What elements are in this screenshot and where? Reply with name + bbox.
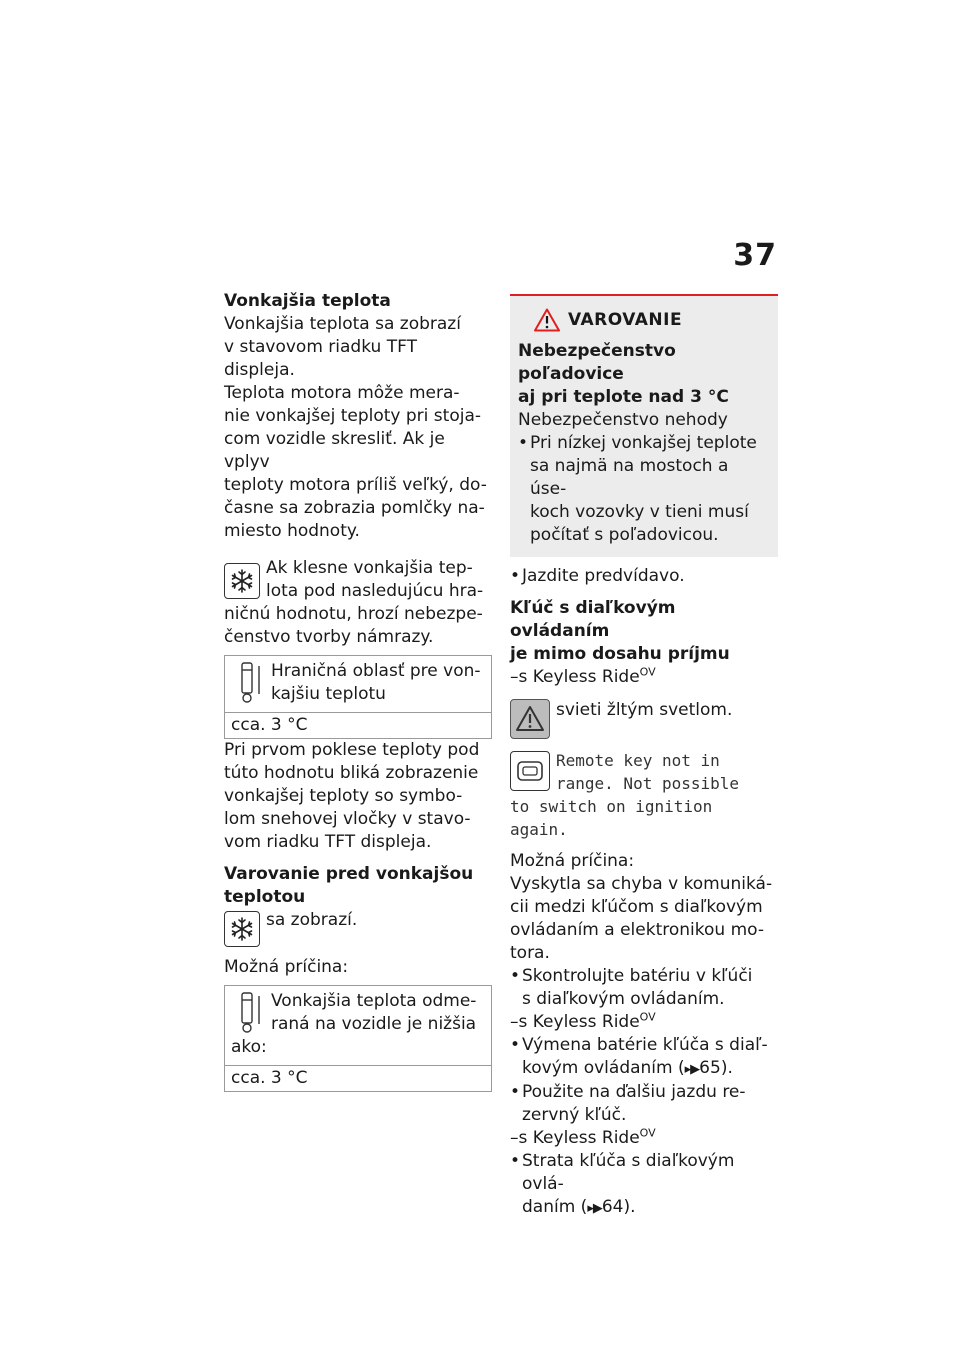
page-number: 37 [733, 238, 777, 273]
remote-key-icon [510, 751, 550, 791]
thermometer-icon [231, 990, 265, 1034]
warning-text: Nebezpečenstvo nehody [518, 410, 728, 430]
right-column [510, 294, 778, 1220]
paragraph-displayed: sa zobrazí. [224, 909, 492, 947]
page-reference-arrow-icon: ▸▶ [587, 1201, 602, 1216]
page-reference-arrow-icon: ▸▶ [684, 1062, 700, 1077]
list-item: • Jazdite predvídavo. [510, 565, 778, 588]
warning-title: VAROVANIE [568, 310, 683, 330]
cause-text: Vyskytla sa chyba v komuniká- cii medzi kľúčom s diaľkovým ovládaním a elektronikou mo- tora. [510, 874, 773, 963]
keyless-ride-note: –s Keyless Ride$^{OV}$ [510, 1126, 656, 1148]
paragraph-first-drop: Pri prvom poklese teploty pod túto hodnotu bliká zobrazenie vonkajšej teploty so symbo- lom snehovej vločky v stavo- vom riadku TFT displeja. [224, 740, 480, 852]
possible-cause-label: Možná príčina: [224, 957, 349, 977]
general-warning-icon [510, 699, 550, 739]
section-heading-key-out-of-range: Kľúč s diaľkovým ovládaním je mimo dosahu príjmu [510, 598, 730, 664]
thermometer-icon [231, 660, 265, 704]
section-heading-outside-temp: Vonkajšia teplota [224, 291, 391, 311]
warning-triangle-icon [534, 308, 560, 332]
threshold-table: Hraničná oblasť pre von- kajšiu teplotu cca. 3 °C [224, 655, 492, 739]
paragraph-frost-warning: Ak klesne vonkajšia tep- lota pod nasledujúcu hra- ničnú hodnotu, hrozí nebezpe- čenstvo tvorby námrazy. [224, 558, 484, 647]
keyless-ride-note: –s Keyless Ride$^{OV}$ [510, 1010, 656, 1032]
list-item: • Strata kľúča s diaľkovým ovlá- daním (▸▶64). [510, 1150, 778, 1220]
warning-bullet: • Pri nízkej vonkajšej teplote sa najmä na mostoch a úse- koch vozovky v tieni musí počítať s poľadovicou. [518, 432, 768, 547]
warning-heading: Nebezpečenstvo poľadovice aj pri teplote nad 3 °C [518, 341, 729, 407]
measured-temp-table: Vonkajšia teplota odme- raná na vozidle je nižšia ako: cca. 3 °C [224, 985, 492, 1092]
threshold-value: cca. 3 °C [225, 712, 491, 738]
list-item: • Výmena batérie kľúča s diaľ- kovým ovládaním (▸▶65). [510, 1034, 778, 1081]
warning-light-line: svieti žltým svetlom. [510, 699, 778, 739]
snowflake-icon [224, 563, 260, 599]
possible-cause-label: Možná príčina: [510, 851, 635, 871]
paragraph-outside-temp: Vonkajšia teplota sa zobrazí v stavovom riadku TFT displeja. Teplota motora môže mera- nie vonkajšej teploty pri stoja- com vozidle skresliť. Ak je vplyv teploty motora príliš veľký, do- časne sa zobrazia pomlčky na- miesto hodnoty. [224, 314, 487, 541]
page-reference[interactable]: 65 [699, 1058, 721, 1078]
keyless-ride-note: –s Keyless Ride$^{OV}$ [510, 665, 656, 687]
list-item: • Skontrolujte batériu v kľúči s diaľkovým ovládaním. [510, 965, 778, 1011]
measured-temp-value: cca. 3 °C [225, 1065, 491, 1091]
snowflake-icon [224, 911, 260, 947]
section-heading-temp-warning: Varovanie pred vonkajšou teplotou [224, 864, 474, 907]
warning-box [510, 294, 778, 557]
display-message: Remote key not in range. Not possible to switch on ignition again. [510, 751, 740, 839]
page-reference[interactable]: 64 [601, 1197, 624, 1217]
list-item: • Použite na ďalšiu jazdu re- zervný kľúč. [510, 1081, 778, 1127]
left-column [224, 290, 492, 1092]
